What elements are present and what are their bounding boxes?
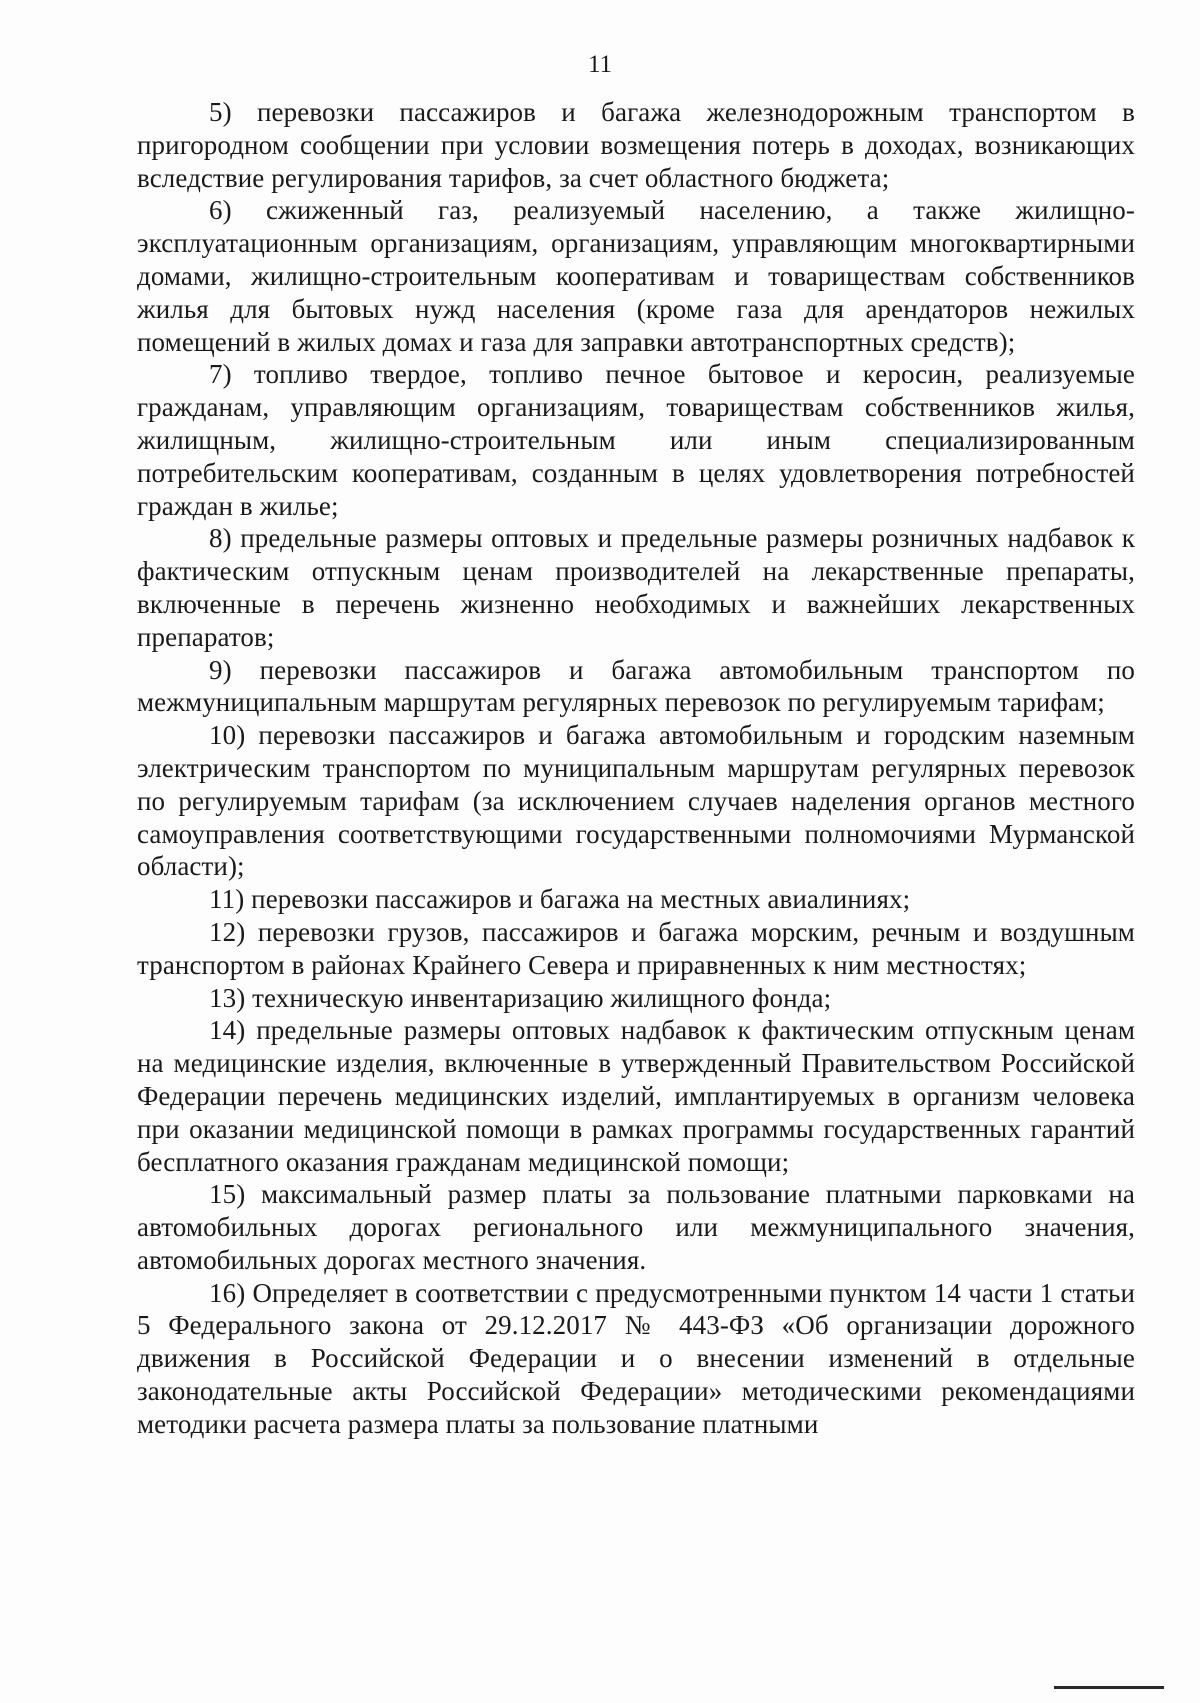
document-body — [137, 96, 1135, 1441]
paragraph-item-11: 11) перевозки пассажиров и багажа на местных авиалиниях; — [209, 884, 911, 915]
scan-edge-mark — [1054, 1686, 1164, 1689]
page-number: 11 — [587, 51, 613, 78]
paragraph-item-6: 6) сжиженный газ, реализуемый населению, а также жилищно-эксплуатационным организациям, организациям, управляющим многоквартирными домами, жилищно-строительным кооперативам и товариществам собственников жилья для бытовых нужд населения (кроме газа для арендаторов нежилых помещений в жилых домах и газа для заправки автотранспортных средств); — [137, 195, 1135, 357]
paragraph-item-7: 7) топливо твердое, топливо печное бытовое и керосин, реализуемые гражданам, управляющим организациям, товариществам собственников жилья, жилищным, жилищно-строительным или иным специализированным потребительским кооперативам, созданным в целях удовлетворения потребностей граждан в жилье; — [137, 359, 1135, 521]
paragraph-item-15: 15) максимальный размер платы за пользование платными парковками на автомобильных дорогах регионального или межмуниципального значения, автомобильных дорогах местного значения. — [137, 1179, 1135, 1275]
paragraph-item-12: 12) перевозки грузов, пассажиров и багажа морским, речным и воздушным транспортом в районах Крайнего Севера и приравненных к ним местностях; — [137, 916, 1135, 980]
paragraph-item-5: 5) перевозки пассажиров и багажа железнодорожным транспортом в пригородном сообщении при условии возмещения потерь в доходах, возникающих вследствие регулирования тарифов, за счет областного бюджета; — [137, 97, 1135, 193]
paragraph-item-13: 13) техническую инвентаризацию жилищного фонда; — [209, 982, 832, 1013]
paragraph-item-8: 8) предельные размеры оптовых и предельные размеры розничных надбавок к фактическим отпускным ценам производителей на лекарственные препараты, включенные в перечень жизненно необходимых и важнейших лекарственных препаратов; — [137, 523, 1135, 652]
paragraph-item-14: 14) предельные размеры оптовых надбавок к фактическим отпускным ценам на медицинские изделия, включенные в утвержденный Правительством Российской Федерации перечень медицинских изделий, имплантируемых в организм человека при оказании медицинской помощи в рамках программы государственных гарантий бесплатного оказания гражданам медицинской помощи; — [137, 1015, 1135, 1177]
paragraph-item-10: 10) перевозки пассажиров и багажа автомобильным и городским наземным электрическим транспортом по муниципальным маршрутам регулярных перевозок по регулируемым тарифам (за исключением случаев наделения органов местного самоуправления соответствующими государственными полномочиями Мурманской области); — [137, 720, 1135, 882]
paragraph-item-9: 9) перевозки пассажиров и багажа автомобильным транспортом по межмуниципальным маршрутам регулярных перевозок по регулируемым тарифам; — [137, 654, 1135, 718]
paragraph-item-16: 16) Определяет в соответствии с предусмотренными пунктом 14 части 1 статьи 5 Федерального закона от 29.12.2017 № 443-ФЗ «Об организации дорожного движения в Российской Федерации и о внесении изменений в отдельные законодательные акты Российской Федерации» методическими рекомендациями методики расчета размера платы за пользование платными — [137, 1277, 1135, 1439]
